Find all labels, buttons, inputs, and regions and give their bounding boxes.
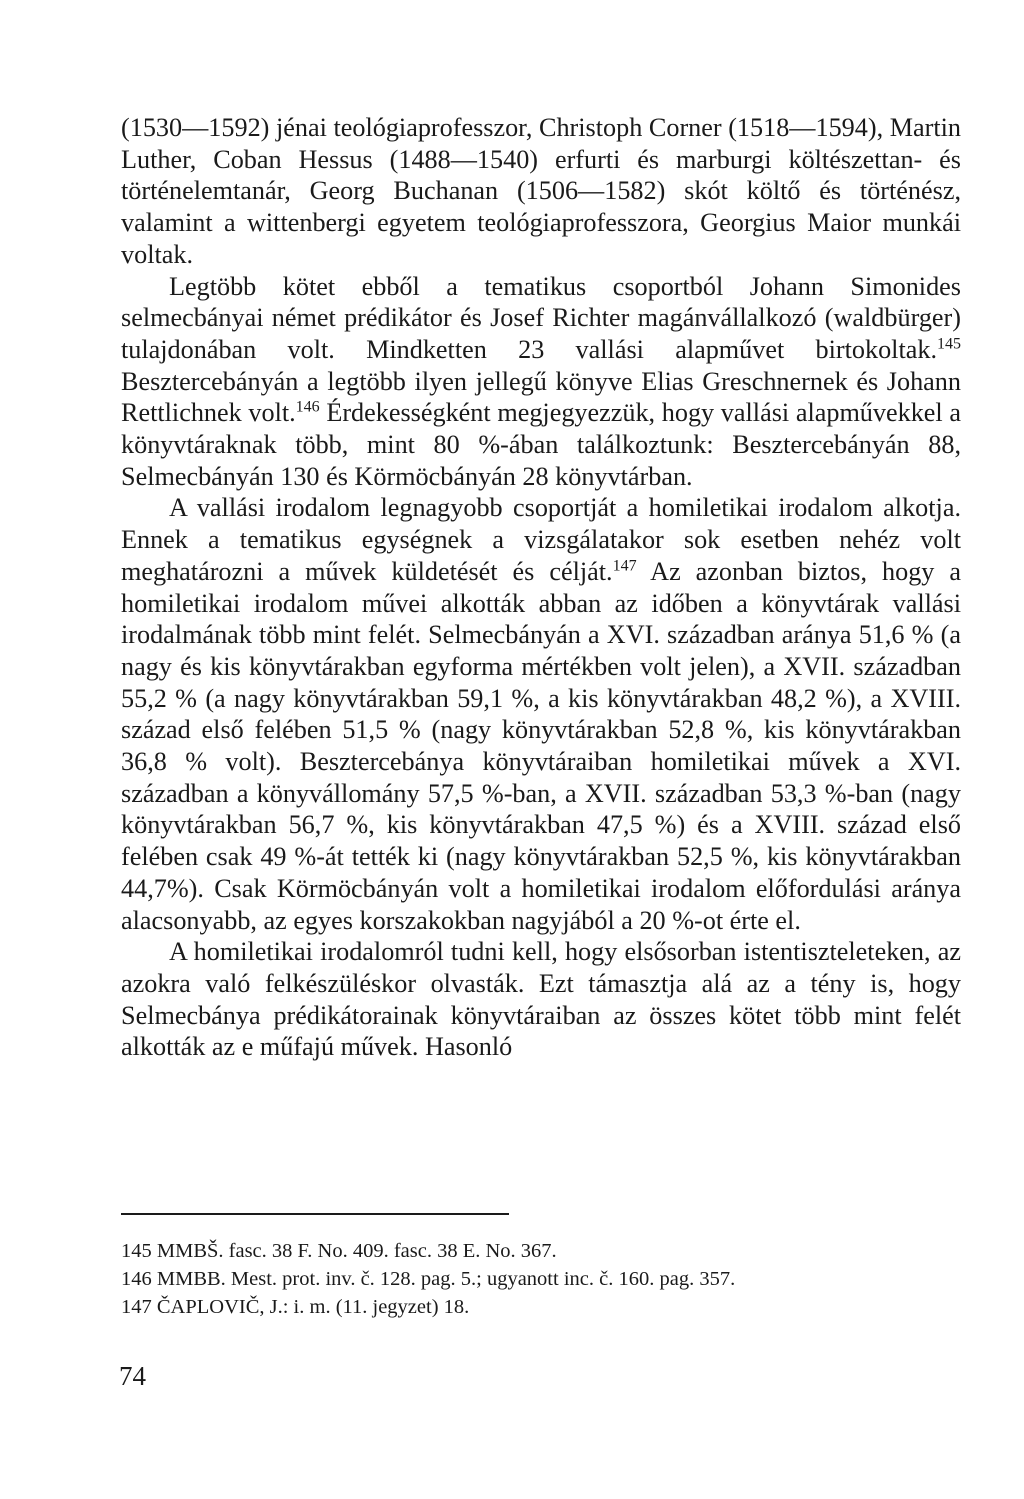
paragraph	[121, 936, 961, 1063]
footnote-reference: 145	[937, 335, 961, 353]
footnote-reference: 146	[295, 398, 320, 416]
footnote-146: 146 MMBB. Mest. prot. inv. č. 128. pag. 5.; ugyanott inc. č. 160. pag. 357.	[121, 1268, 736, 1290]
paragraph-text: A vallási irodalom legnagyobb csoportját a homiletikai irodalom alkotja. Ennek a tematikus egységnek a vizsgálatakor sok esetben nehéz volt meghatározni a művek küldetését és célját.	[121, 493, 961, 586]
footnotes	[121, 1237, 961, 1321]
paragraph-text: Érdekességként megjegyezzük, hogy vallási alapművekkel a könyvtáraknak több, mint 80 %-ában találkoztunk: Besztercebányán 88, Selmecbányán 130 és Körmöcbányán 28 könyvtárban.	[121, 398, 961, 491]
footnote-reference: 147	[612, 557, 637, 575]
page-number: 74	[119, 1361, 146, 1391]
footnote-147: 147 ČAPLOVIČ, J.: i. m. (11. jegyzet) 18.	[121, 1296, 470, 1318]
footnote-divider	[121, 1213, 509, 1215]
paragraph-text: Legtöbb kötet ebből a tematikus csoportból Johann Simonides selmecbányai német prédikátor és Josef Richter magánvállalkozó (waldbürger) tulajdonában volt. Mindketten 23 vallási alapművet birtokoltak.	[121, 271, 961, 364]
paragraph-text: Az azonban biztos, hogy a homiletikai irodalom művei alkották abban az időben a könyvtárak vallási irodalmának több mint felét. Selmecbányán a XVI. században aránya 51,6 % (a nagy és kis könyvtárakban egyforma mértékben volt jelen), a XVII. században 55,2 % (a nagy könyvtárakban 59,1 %, a kis könyvtárakban 48,2 %), a XVIII. század első felében 51,5 % (nagy könyvtárakban 52,8 %, kis könyvtárakban 36,8 % volt). Besztercebánya könyvtáraiban homiletikai művek a XVI. században a könyvállomány 57,5 %-ban, a XVII. században 53,3 %-ban (nagy könyvtárakban 56,7 %, kis könyvtárakban 47,5 %) és a XVIII. század első felében csak 49 %-át tették ki (nagy könyvtárakban 52,5 %, kis könyvtárakban 44,7%). Csak Körmöcbányán volt a homiletikai irodalom előfordulási aránya alacsonyabb, az egyes korszakokban nagyjából a 20 %-ot érte el.	[121, 556, 962, 935]
paragraph-text: A homiletikai irodalomról tudni kell, hogy elsősorban istentiszteleteken, az azokra való felkészüléskor olvasták. Ezt támasztja alá az a tény is, hogy Selmecbánya prédikátorainak könyvtáraiban az összes kötet több mint felét alkották az e műfajú művek. Hasonló	[121, 937, 961, 1062]
paragraph	[121, 112, 961, 271]
paragraph	[121, 271, 961, 493]
body-text	[121, 112, 961, 1063]
paragraph-text: Besztercebányán a legtöbb ilyen jellegű könyve Elias Greschnernek és Johann Rettlichnek volt.	[121, 366, 961, 428]
paragraph-text: (1530—1592) jénai teológiaprofesszor, Christoph Corner (1518—1594), Martin Luther, Coban Hessus (1488—1540) erfurti és marburgi költészettan- és történelemtanár, Georg Buchanan (1506—1582) skót költő és történész, valamint a wittenbergi egyetem teológiaprofesszora, Georgius Maior munkái voltak.	[121, 113, 961, 269]
footnote-145: 145 MMBŠ. fasc. 38 F. No. 409. fasc. 38 E. No. 367.	[121, 1240, 557, 1262]
paragraph	[121, 492, 961, 936]
